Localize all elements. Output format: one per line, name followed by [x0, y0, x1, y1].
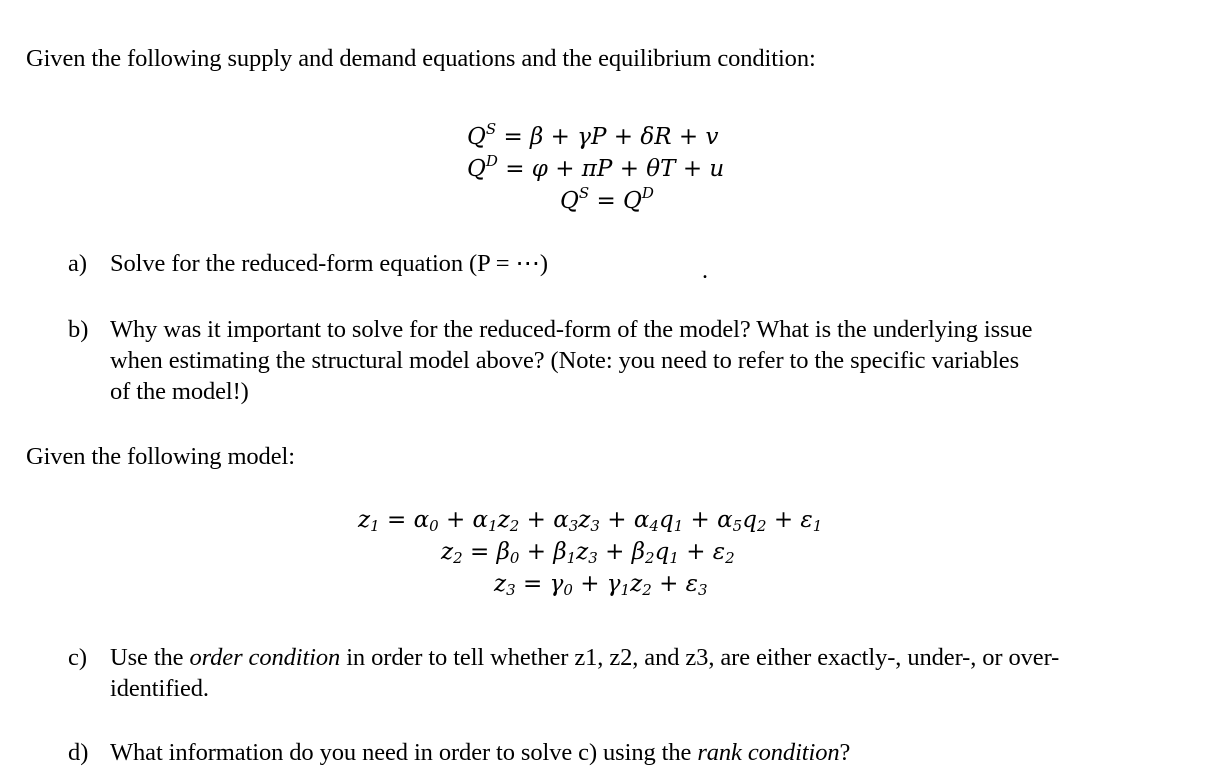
question-a-text: Solve for the reduced-form equation (P = ⋯): [110, 250, 548, 277]
question-d-text-before: What information do you need in order to solve c) using the: [110, 739, 698, 766]
question-c-line-1: [110, 642, 1059, 674]
demand-equation: $Q^D = \varphi + \pi P + \theta T + u$: [467, 152, 725, 182]
question-d-label: d): [68, 739, 89, 766]
question-c-text-after: in order to tell whether z1, z2, and z3, are either exactly-, under-, or over-: [340, 644, 1060, 671]
question-b-line-3: of the model!): [110, 378, 249, 405]
model-equation-z3: $z_3 = \gamma_0 + \gamma_1z_2 + \varepsilon_3$: [494, 571, 708, 599]
question-b-line-1: Why was it important to solve for the reduced-form of the model? What is the underlying issue: [110, 316, 1033, 343]
equilibrium-equation: $Q^S = Q^D$: [560, 184, 654, 214]
question-a-label: a): [68, 250, 88, 277]
question-c-label: c): [68, 644, 88, 671]
question-c-text-before: Use the: [110, 644, 190, 671]
question-c-line-2: identified.: [110, 675, 209, 702]
question-d-emphasis: rank condition: [697, 739, 840, 766]
question-a-trailing-mark: .: [702, 258, 708, 284]
model-intro-text: Given the following model:: [26, 443, 295, 470]
model-equation-z2: $z_2 = \beta_0 + \beta_1z_3 + \beta_2q_1 + \varepsilon_2$: [441, 539, 735, 567]
question-b-label: b): [68, 316, 89, 343]
model-equation-z1: $z_1 = \alpha_0 + \alpha_1z_2 + \alpha_3z_3 + \alpha_4q_1 + \alpha_5q_2 + \varepsilon_1$: [358, 507, 823, 535]
question-d-line: [110, 737, 850, 769]
supply-equation: $Q^S = \beta + \gamma P + \delta R + v$: [467, 120, 719, 150]
question-b-line-2: when estimating the structural model above? (Note: you need to refer to the specific variables: [110, 347, 1020, 374]
question-c-emphasis: order condition: [189, 644, 341, 671]
intro-text: Given the following supply and demand equations and the equilibrium condition:: [26, 45, 816, 72]
question-d-text-after: ?: [839, 739, 851, 766]
